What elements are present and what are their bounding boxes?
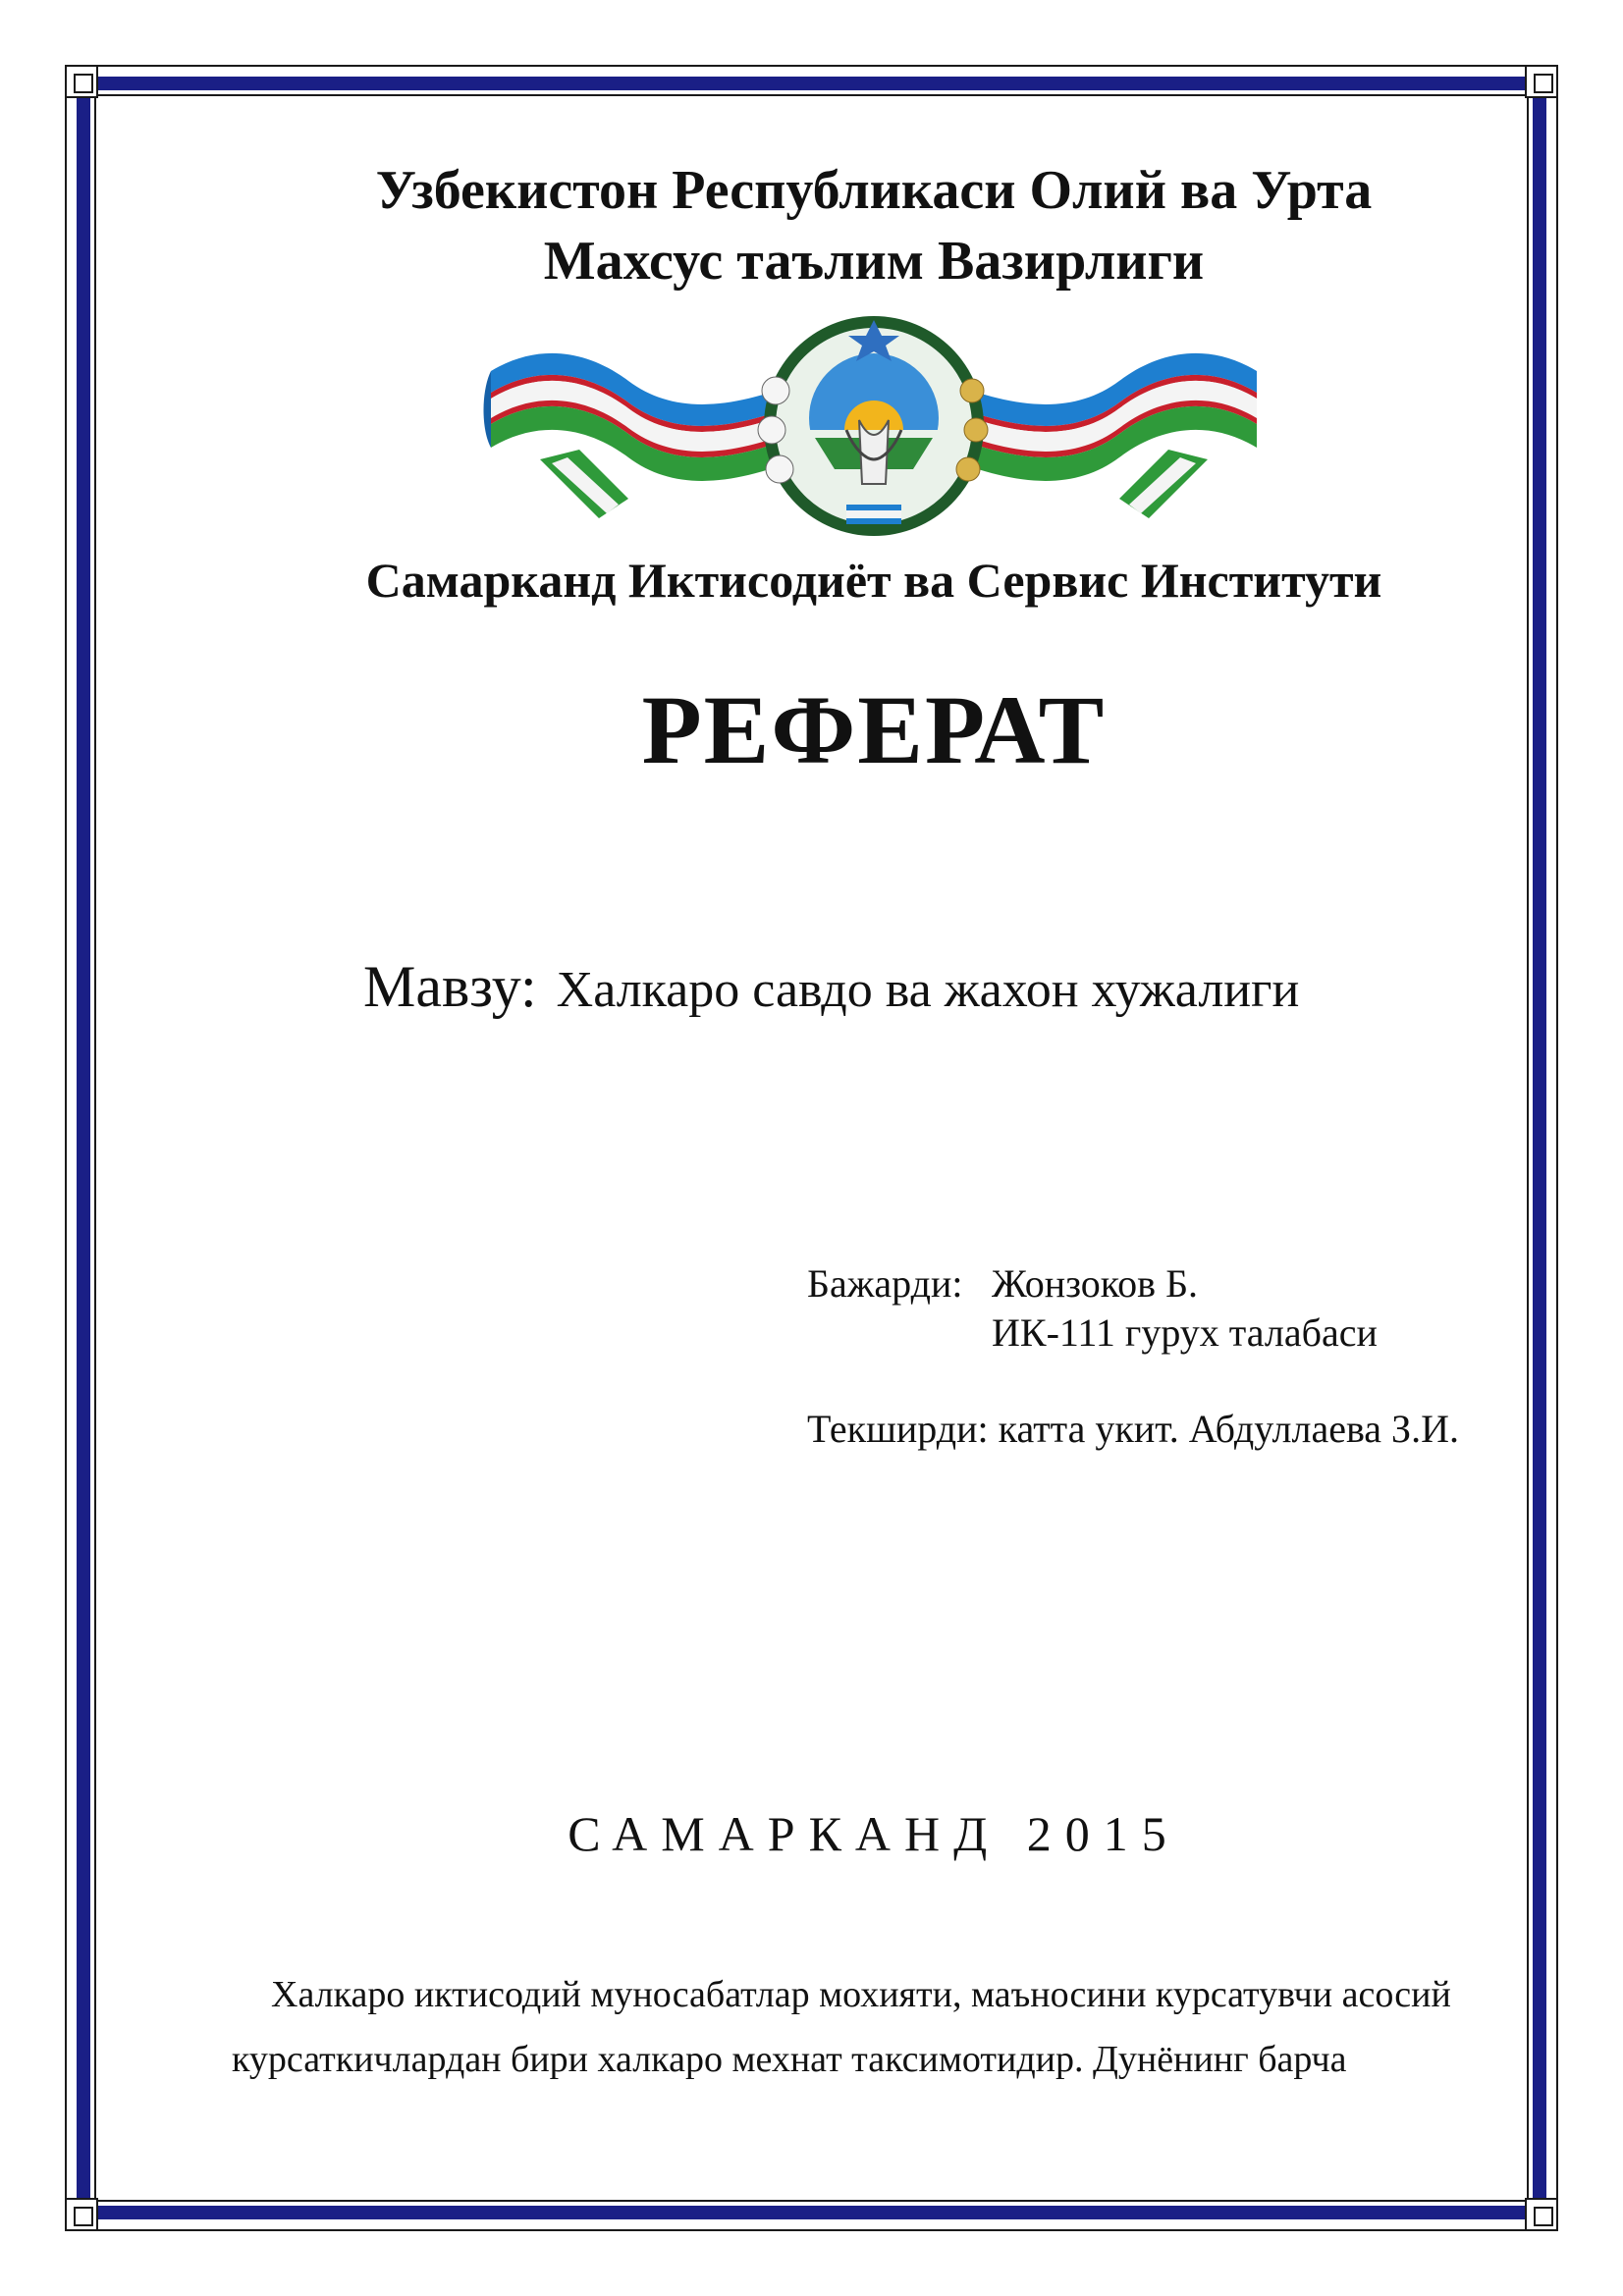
ministry-line-1: Узбекистон Республикаси Олий ва Урта — [375, 160, 1373, 221]
institute-name: Самарканд Иктисодиёт ва Сервис Институти — [365, 553, 1382, 608]
emblem-medallion — [758, 316, 988, 536]
student-group: ИК-111 гурух талабаси — [992, 1310, 1378, 1355]
frame-corner-bottom-right — [1525, 2198, 1558, 2231]
flag-ribbon-right — [972, 353, 1257, 518]
topic-label: Мавзу: — [363, 954, 537, 1019]
performed-by-label: Бажарди: — [807, 1261, 963, 1306]
student-name: Жонзоков Б. — [992, 1261, 1199, 1306]
topic-line — [363, 952, 1299, 1025]
document-type-title: РЕФЕРАТ — [641, 675, 1107, 784]
emblem-block — [481, 312, 1267, 540]
flag-ribbon-left — [484, 353, 777, 518]
checked-by-line: Текширди: катта укит. Абдуллаева З.И. — [807, 1407, 1459, 1451]
topic-value: Халкаро савдо ва жахон хужалиги — [556, 962, 1300, 1018]
ministry-line-2: Махсус таълим Вазирлиги — [543, 231, 1205, 292]
frame-corner-top-right — [1525, 65, 1558, 98]
body-paragraph-line-1: Халкаро иктисодий муносабатлар мохияти, маъносини курсатувчи асосий — [271, 1974, 1451, 2015]
frame-corner-top-left — [65, 65, 98, 98]
city-year: САМАРКАНД 2015 — [568, 1806, 1180, 1861]
body-paragraph-line-2: курсаткичлардан бири халкаро мехнат таксимотидир. Дунёнинг барча — [232, 2039, 1347, 2080]
uzbekistan-state-emblem-icon — [481, 312, 1267, 540]
frame-corner-bottom-left — [65, 2198, 98, 2231]
